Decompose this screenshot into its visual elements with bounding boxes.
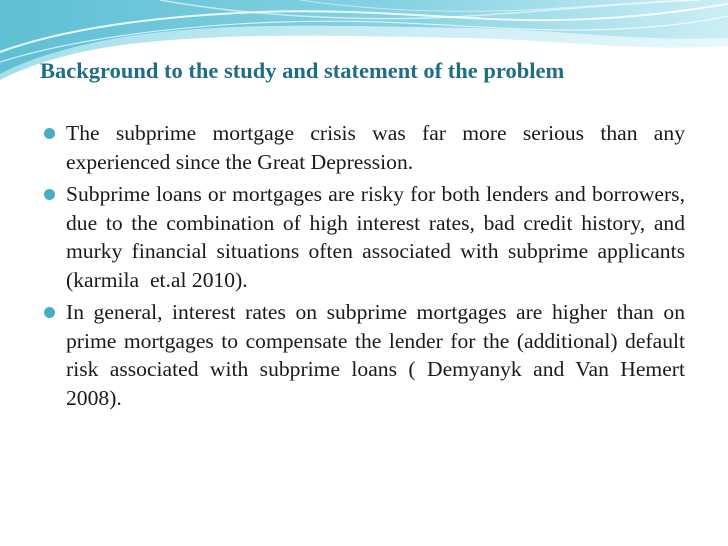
bullet-dot-icon	[44, 128, 55, 139]
bullet-list	[44, 119, 691, 416]
slide-title: Background to the study and statement of the problem	[40, 58, 565, 83]
bullet-item	[44, 119, 685, 176]
bullet-text: The subprime mortgage crisis was far more serious than any experienced since the Great Depression.	[66, 121, 685, 174]
bullet-text: Subprime loans or mortgages are risky for both lenders and borrowers, due to the combination of high interest rates, bad credit history, and murky financial situations often associated with subprime applicants (karmila et.al 2010).	[66, 182, 691, 292]
bullet-dot-icon	[44, 307, 55, 318]
bullet-item	[44, 180, 691, 294]
bullet-text: In general, interest rates on subprime mortgages are higher than on prime mortgages to compensate the lender for the (additional) default risk associated with subprime loans ( Demyanyk and Van Hemert 2008).	[66, 300, 685, 410]
bullet-item	[44, 298, 685, 412]
bullet-dot-icon	[44, 189, 55, 200]
